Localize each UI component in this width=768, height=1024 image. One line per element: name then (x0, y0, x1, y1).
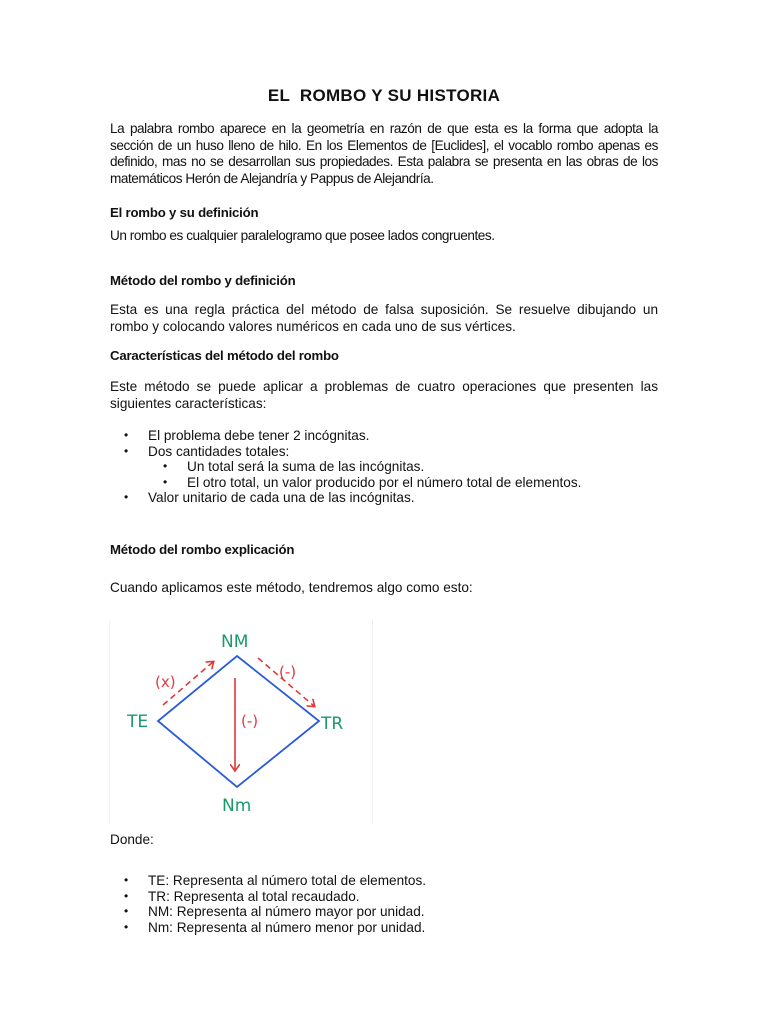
diagram-frame (109, 620, 373, 824)
bullet: • (124, 873, 129, 887)
intro-paragraph: La palabra rombo aparece en la geometría en razón de que esta es la forma que adopta la sección de un huso lleno de hilo. En los Elementos de [Euclides], el vocablo rombo apenas es definido, mas no se desarrollan sus propiedades. Esta palabra se presenta en las obras de los matemáticos Herón de Alejandría y Pappus de Alejandría. (110, 121, 658, 186)
label-nm-top: NM (221, 632, 249, 652)
list-item: • El problema debe tener 2 incógnitas. (124, 428, 370, 443)
explanation-paragraph: Cuando aplicamos este método, tendremos algo como esto: (110, 580, 473, 595)
bullet: • (124, 904, 129, 918)
label-te: TE (127, 712, 149, 732)
sub-list-item: • Un total será la suma de las incógnitas. (163, 459, 425, 474)
list-item: • Dos cantidades totales: (124, 443, 290, 459)
bullet: • (124, 919, 129, 934)
bullet: • (163, 474, 168, 489)
list-item: • TR: Representa al total recaudado. (124, 888, 360, 904)
bullet: • (124, 428, 129, 442)
label-center-arrow: (-) (241, 712, 259, 730)
definitions-list (110, 873, 670, 935)
section-heading-definition: El rombo y su definición (110, 205, 259, 220)
label-left-arrow: (x) (155, 673, 176, 691)
sub-list-item: • El otro total, un valor producido por el número total de elementos. (163, 474, 582, 490)
section-heading-method: Método del rombo y definición (110, 273, 296, 288)
bullet: • (124, 888, 129, 903)
list-item: • Valor unitario de cada una de las incógnitas. (124, 490, 415, 505)
bullet: • (124, 443, 129, 458)
label-right-arrow: (-) (279, 663, 297, 681)
page-title: EL ROMBO Y SU HISTORIA (267, 86, 501, 105)
section-heading-characteristics: Características del método del rombo (110, 348, 339, 363)
list-item: • TE: Representa al número total de elementos. (124, 873, 427, 888)
definition-paragraph: Un rombo es cualquier paralelogramo que posee lados congruentes. (110, 228, 495, 243)
list-item: • NM: Representa al número mayor por unidad. (124, 904, 425, 919)
characteristics-list (110, 428, 670, 506)
bullet: • (163, 459, 168, 473)
donde-label: Donde: (110, 832, 154, 847)
section-heading-explanation: Método del rombo explicación (110, 542, 295, 557)
label-tr: TR (321, 714, 344, 734)
bullet: • (124, 490, 129, 504)
label-nm-bottom: Nm (222, 796, 252, 816)
characteristics-paragraph: Este método se puede aplicar a problemas de cuatro operaciones que presenten las siguientes características: (110, 379, 658, 411)
rhombus-diagram (109, 620, 374, 824)
list-item: • Nm: Representa al número menor por unidad. (124, 919, 426, 935)
method-paragraph: Esta es una regla práctica del método de falsa suposición. Se resuelve dibujando un rombo y colocando valores numéricos en cada uno de sus vértices. (110, 302, 658, 334)
